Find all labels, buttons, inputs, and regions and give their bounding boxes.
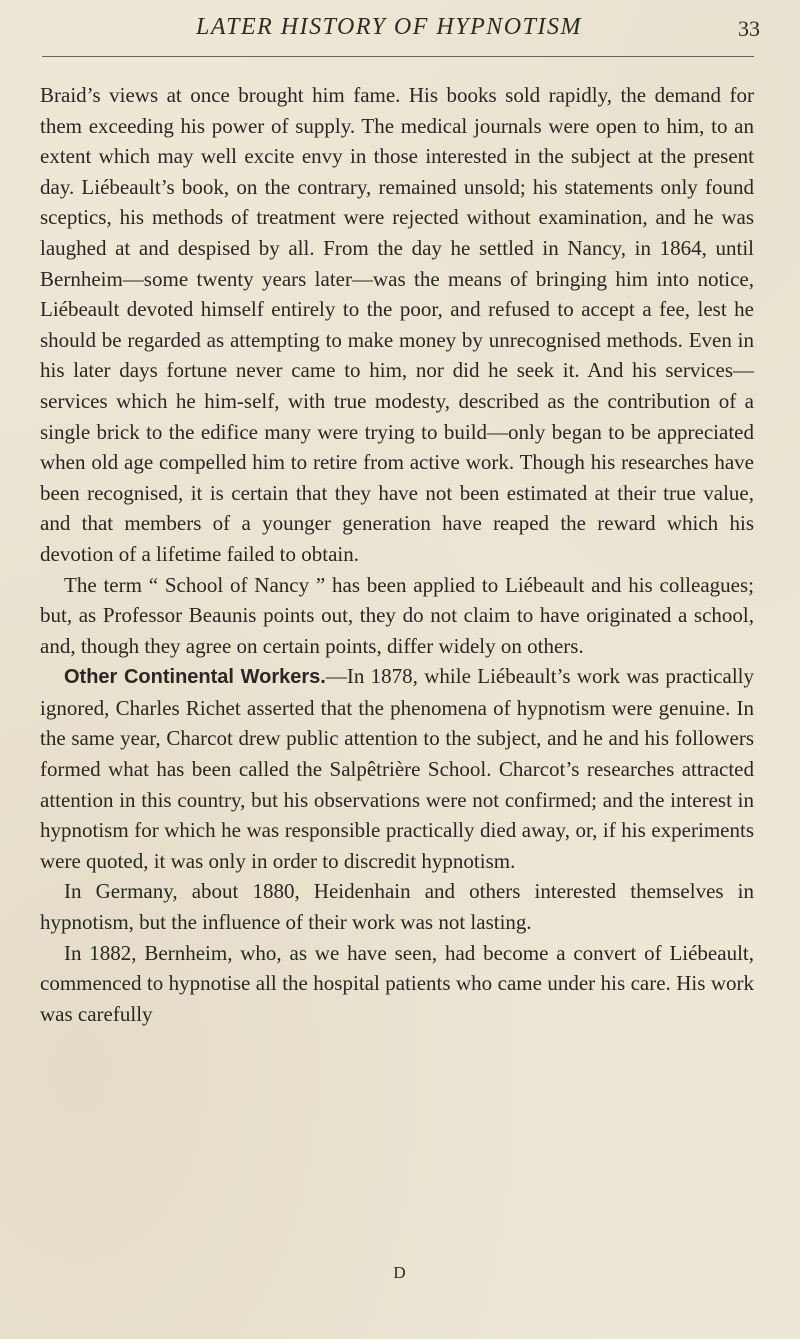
paragraph-5: In 1882, Bernheim, who, as we have seen, had become a convert of Liébeault, commenced to hypnotise all the hospital patients who came under his care. His work was carefully [40, 940, 754, 1026]
section-heading: Other Continental Workers. [64, 666, 326, 689]
running-title: LATER HISTORY OF HYPNOTISM [196, 14, 582, 40]
page-number: 33 [738, 16, 760, 41]
paragraph-3-container [40, 661, 754, 876]
header-rule [42, 56, 754, 57]
paragraph-4: In Germany, about 1880, Heidenhain and others interested themselves in hypnotism, but the influence of their work was not lasting. [40, 879, 754, 935]
paragraph-1: Braid’s views at once brought him fame. His books sold rapidly, the demand for them exceeding his power of supply. The medical journals were open to him, to an extent which may well excite envy in those interested in the subject at the present day. Liébeault’s book, on the contrary, remained unsold; his statements only found sceptics, his methods of treatment were rejected without examination, and he was laughed at and despised by all. From the day he settled in Nancy, in 1864, until Bernheim—some twenty years later—was the means of bringing him into notice, Liébeault devoted himself entirely to the poor, and refused to accept a fee, lest he should be regarded as attempting to make money by unrecognised methods. Even in his later days fortune never came to him, nor did he seek it. And his services—services which he him-self, with true modesty, described as the contribution of a single brick to the edifice many were trying to build—only began to be appreciated when old age compelled him to retire from active work. Though his researches have been recognised, it is certain that they have not been estimated at their true value, and that members of a younger generation have reaped the reward which his devotion of a lifetime failed to obtain. [40, 83, 754, 566]
body-text [40, 80, 754, 1029]
paragraph-2: The term “ School of Nancy ” has been applied to Liébeault and his colleagues; but, as Professor Beaunis points out, they do not claim to have originated a school, and, though they agree on certain points, differ widely on others. [40, 572, 754, 658]
paragraph-3: —In 1878, while Liébeault’s work was practically ignored, Charles Richet asserted that the phenomena of hypnotism were genuine. In the same year, Charcot drew public attention to the subject, and he and his followers formed what has been called the Salpêtrière School. Charcot’s researches attracted attention in this country, but his observations were not confirmed; and the interest in hypnotism for which he was responsible practically died away, or, if his experiments were quoted, it was only in order to discredit hypnotism. [40, 664, 754, 873]
signature-mark: D [393, 1263, 407, 1282]
